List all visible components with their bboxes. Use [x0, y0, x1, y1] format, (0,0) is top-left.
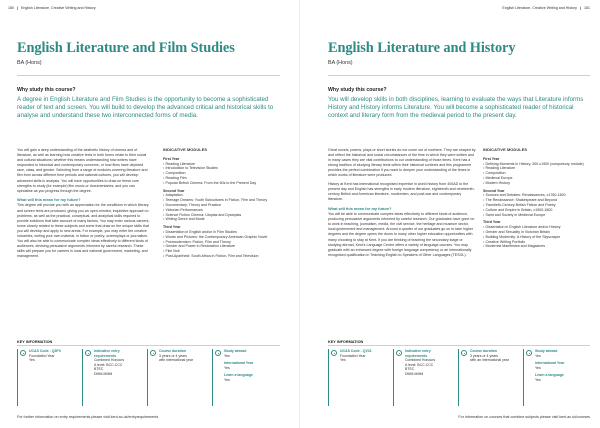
divider: [328, 75, 590, 76]
running-head: 180 | English Literature, Creative Writing and History: [8, 6, 96, 10]
module-item: • Composition: [163, 171, 281, 176]
course-title: English Literature and Film Studies: [17, 40, 235, 56]
key-info-key: Foundation Year: [29, 353, 55, 358]
module-list: [163, 193, 281, 222]
module-item: • The Renaissance: Shakespeare and Beyond: [483, 198, 591, 203]
checklist-icon: [85, 350, 91, 356]
section-name: English Literature, Creative Writing and History: [502, 6, 577, 10]
modules-heading: INDICATIVE MODULES: [163, 147, 208, 152]
key-info-value: Yes: [224, 365, 230, 370]
module-item: • Culture and Empire in Britain, c1500-1800: [483, 208, 591, 213]
year-label: Third Year: [483, 220, 501, 225]
body-paragraph: You will gain a deep understanding of the aesthetic history of cinema and of literature, as well as learning how creative texts in both forms relate to their social and cultural situations; whether this means understanding how writers have responded to historical and contemporary concerns, or how films have depicted race, class, and gender. Selecting from a range of modules covering literature and film from across different time periods and national cultures, you will develop advanced skills in analysis. You will have opportunities to draw on these core strengths to study (for example) film music or documentaries; and you can specialise as you progress through the degree.: [17, 148, 148, 193]
key-info-heading: KEY INFORMATION: [17, 340, 53, 344]
module-item: • Victorian Performances: [163, 208, 281, 213]
module-item: • Introduction to Television Studies: [163, 166, 281, 171]
body-text: [17, 148, 151, 263]
future-paragraph: This degree will provide you with an appreciation for the conditions in which literary and screen texts are produced, giving you an open-minded, inquisitive approach to problems, as well as the practical, conceptual, and analytical skills required to provide solutions that take account of many factors. You may enter various careers, some closely related to these subjects and some that draw on the unique skills that you will develop and apply to new areas. For example, you may enter the creative industries, writing your own material, in fiction or poetry, screenplays or journalism. You will also be able to communicate complex ideas effectively to different kinds of audiences, devising persuasive arguments informed by careful research. These skills will prepare you for careers in local and national government, marketing, and management.: [17, 203, 150, 259]
key-info-box-abroad: [523, 349, 580, 406]
info-icon: [20, 350, 26, 356]
module-item: • Reading Film: [163, 176, 281, 181]
key-info-key: 3 years or 4 years: [159, 353, 188, 358]
key-info-label: Course duration: [159, 349, 187, 353]
key-info-key: International Year: [224, 361, 254, 365]
key-info-label: UCAS Code - QV31: [340, 349, 372, 353]
key-info-value: Yes: [224, 377, 230, 382]
module-item: • Gender and Power in Restoration Literature: [163, 244, 281, 249]
key-info-boxes: [17, 349, 269, 406]
key-info-key: BTEC: [94, 367, 104, 371]
key-info-box-ucas: [328, 349, 385, 406]
module-list: [483, 162, 591, 186]
indicative-modules: [163, 148, 281, 262]
key-info-key: Combined Honours: [94, 358, 125, 362]
future-heading: What will this mean for my future?: [17, 197, 81, 203]
right-page: [300, 0, 600, 428]
module-item: • Postmodernism: Fiction, Film and Theory: [163, 240, 281, 245]
module-item: • Gender and Sexuality in Victorian Britain: [483, 230, 591, 235]
key-info-label: Indicative entry requirements: [94, 349, 120, 358]
year-label: Second Year: [163, 188, 185, 193]
module-item: • Composition: [483, 171, 591, 176]
module-item: • Twentieth-Century British Fiction and Poetry: [483, 203, 591, 208]
key-info-box-abroad: [212, 349, 269, 406]
key-info-box-entry: [82, 349, 139, 406]
key-info-label: Study abroad: [535, 349, 558, 353]
clock-icon: [461, 350, 467, 356]
globe-icon: [526, 350, 532, 356]
module-item: • Documentary: Theory and Practice: [163, 203, 281, 208]
year-label: Second Year: [483, 188, 505, 193]
module-item: • Medieval Europe: [483, 176, 591, 181]
key-info-key: BTEC: [405, 367, 415, 371]
key-info-key: Learn a language: [224, 373, 253, 377]
why-text: A degree in English Literature and Film Studies is the opportunity to become a sophisticated reader of text and screen. You will build to develop the advanced critical and historical skills to analyse and understand these two interconnected forms of media.: [17, 96, 274, 120]
course-title: English Literature and History: [328, 40, 516, 56]
module-item: • Modern History: [483, 181, 591, 186]
key-info-label: Course duration: [470, 349, 498, 353]
key-info-box-entry: [393, 349, 450, 406]
module-list: [163, 162, 281, 186]
module-item: • Dissertation in English Literature and/or History: [483, 225, 591, 230]
key-info-box-duration: [458, 349, 515, 406]
module-item: • Dissertation in English and/or in Film Studies: [163, 230, 281, 235]
key-info-key: Foundation Year: [340, 353, 366, 358]
key-info-label: Study abroad: [224, 349, 247, 353]
key-info-key: Learn a language: [535, 373, 564, 377]
page-number: 181: [584, 6, 590, 10]
module-list: [483, 193, 591, 217]
year-label: First Year: [163, 156, 180, 161]
module-item: • Building Modernity: A History of the Skyscraper: [483, 235, 591, 240]
module-item: • Saint and Society in Medieval Europe: [483, 213, 591, 218]
year-label: First Year: [483, 156, 500, 161]
page-number: 180: [8, 6, 14, 10]
key-info-heading: KEY INFORMATION: [328, 340, 364, 344]
key-info-value: Yes: [535, 377, 541, 382]
divider: [328, 345, 590, 346]
footer-note: For further information on entry requirements please visit kent.ac.uk/entryrequirements: [17, 415, 159, 419]
key-info-box-ucas: [17, 349, 74, 406]
key-info-key: International Year: [535, 361, 565, 365]
future-paragraph: You will be able to communicate complex ideas effectively to different kinds of audience, producing persuasive arguments informed by careful research. Our graduates have gone on to work in teaching, journalism, media, the civil service, the heritage and museum sector, local government and management. Around a quarter of our graduates go on to take higher degrees and the degree opens the doors to many other higher education opportunities with many choosing to stay at Kent. If you are thinking of teaching the secondary stage or studying abroad, Kent's Language Centre offers a variety of language courses. You may graduate with an enhanced degree with foreign language competency or an internationally recognised qualification in Teaching English to Speakers of Other Languages (TESOL).: [328, 212, 475, 257]
module-item: • Sources and Debates: Renaissances, c1760-1820: [483, 193, 591, 198]
key-info-key: Combined Honours: [405, 358, 436, 362]
footer-note: For information on courses that combine subjects please visit kent.ac.uk/courses: [458, 415, 590, 419]
key-info-value: A level: BCC-CCC: [405, 362, 434, 367]
divider: [17, 75, 280, 76]
module-item: • Writing Genre and Mode: [163, 217, 281, 222]
degree-type: BA (Hons): [328, 60, 353, 66]
clock-icon: [150, 350, 156, 356]
key-info-label: UCAS Code - Q3P3: [29, 349, 61, 353]
key-info-value: DMM-MMM: [94, 371, 113, 376]
year-label: Third Year: [163, 225, 181, 230]
body-text: [328, 148, 476, 261]
degree-type: BA (Hons): [17, 60, 42, 66]
module-item: • Words and Pictures: the Contemporary American Graphic Novel: [163, 235, 281, 240]
checklist-icon: [396, 350, 402, 356]
body-paragraph: Great novels, poems, plays or short stories do not come out of nowhere. They are shaped by and reflect the historical and social circumstances of the time in which they were written and in many cases they are vital contributions to our understanding of those times. Kent has a strong tradition of studying literary texts within their historical contexts and this programme provides the perfect combination if you want to deepen your understanding of the times in which works of literature were produced.: [328, 148, 476, 178]
future-heading: What will this mean for my future?: [328, 205, 392, 211]
why-heading: Why study this course?: [17, 87, 76, 93]
globe-icon: [215, 350, 221, 356]
key-info-boxes: [328, 349, 580, 406]
info-icon: [331, 350, 337, 356]
module-item: • Post-Apartheid: South Africa in Fiction, Film and Television: [163, 254, 281, 259]
module-item: • Science Fiction Cinema: Utopias and Dystopias: [163, 213, 281, 218]
running-head: English Literature, Creative Writing and History | 181: [502, 6, 590, 10]
body-paragraph: History at Kent has international recognised expertise in world history from 400AD to the present day and English has strengths in early modern literature, eighteenth and nineteenth-century British and American literature, modernism, and post-war and contemporary literature.: [328, 182, 475, 202]
module-item: • Defining Moments in History, 300-c1900 (compulsory module): [483, 162, 591, 167]
key-info-value: Yes: [535, 365, 541, 370]
module-list: [483, 225, 591, 249]
key-info-value: with an international year: [470, 358, 509, 362]
key-info-key: 3 years or 4 years: [470, 353, 499, 358]
key-info-key: Yes: [224, 353, 230, 358]
module-item: • Reading Literature: [163, 162, 281, 167]
key-info-value: Yes: [340, 358, 346, 362]
key-info-key: Yes: [535, 353, 541, 358]
section-name: English Literature, Creative Writing and History: [21, 6, 96, 10]
modules-heading: INDICATIVE MODULES: [483, 147, 528, 152]
key-info-value: with international year: [159, 358, 194, 362]
module-item: • Adaptation: [163, 193, 281, 198]
module-item: • Creative Writing Portfolio: [483, 240, 591, 245]
key-info-value: Yes: [29, 358, 35, 362]
indicative-modules: [483, 148, 591, 252]
why-heading: Why study this course?: [328, 87, 387, 93]
divider: [17, 345, 280, 346]
module-item: • Popular British Cinema: From the 60s to the Present Day: [163, 181, 281, 186]
module-item: • Film Noir: [163, 249, 281, 254]
key-info-label: Indicative entry requirements: [405, 349, 431, 358]
module-list: [163, 230, 281, 259]
key-info-box-duration: [147, 349, 204, 406]
key-info-value: DMM-MMM: [405, 371, 424, 376]
module-item: • Teenage Dreams: Youth Subcultures in Fiction, Film and Theory: [163, 198, 281, 203]
why-text: You will develop skills in both disciplines, learning to evaluate the ways that Literature informs History and History informs Literature. You will become a sophisticated reader of historical context and literary form from the medieval period to the present day.: [328, 96, 584, 120]
key-info-value: A level: BCC-CCC: [94, 362, 123, 367]
module-item: • Reading Literature: [483, 166, 591, 171]
module-item: • Modernist Manifestos and Magazines: [483, 244, 591, 249]
